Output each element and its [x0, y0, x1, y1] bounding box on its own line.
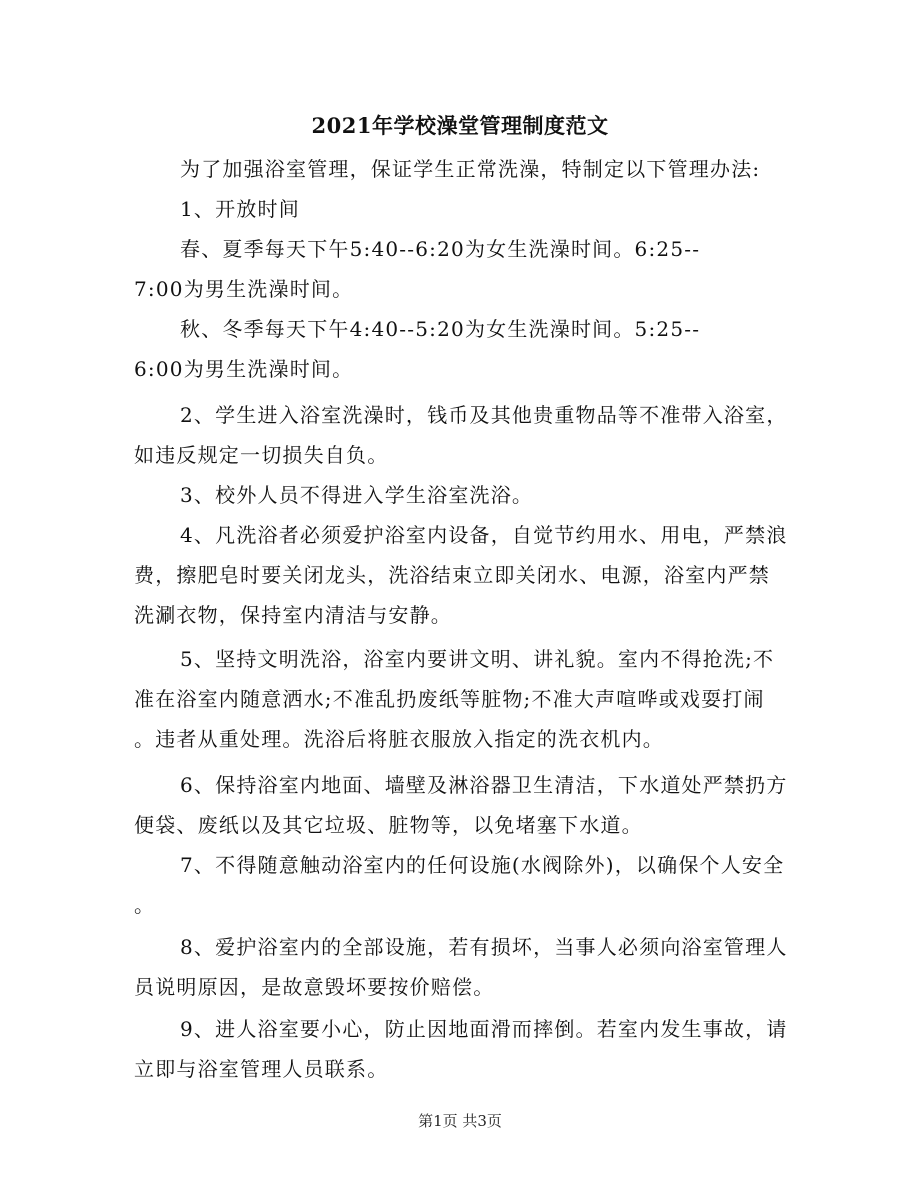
paragraph-line: 春、夏季每天下午5:40--6:20为女生洗澡时间。6:25--	[180, 237, 701, 261]
paragraph-line: 2、学生进入浴室洗澡时，钱币及其他贵重物品等不准带入浴室，	[180, 403, 788, 427]
paragraph-line: 5、坚持文明洗浴，浴室内要讲文明、讲礼貌。室内不得抢洗;不	[180, 647, 775, 671]
paragraph-line: 便袋、废纸以及其它垃圾、脏物等，以免堵塞下水道。	[134, 813, 643, 837]
paragraph-line: 4、凡洗浴者必须爱护浴室内设备，自觉节约用水、用电，严禁浪	[180, 523, 788, 547]
paragraph-line: 6、保持浴室内地面、墙壁及淋浴器卫生清洁，下水道处严禁扔方	[180, 773, 788, 797]
paragraph-line: 6:00为男生洗澡时间。	[134, 357, 354, 381]
paragraph-line: 。	[134, 893, 156, 917]
paragraph-line: 3、校外人员不得进入学生浴室洗浴。	[180, 483, 534, 507]
paragraph-line: 1、开放时间	[180, 197, 300, 221]
paragraph-line: 费，擦肥皂时要关闭龙头，洗浴结束立即关闭水、电源，浴室内严禁	[134, 563, 770, 587]
paragraph-line: 员说明原因，是故意毁坏要按价赔偿。	[134, 975, 495, 999]
paragraph-line: 7、不得随意触动浴室内的任何设施(水阀除外)，以确保个人安全	[180, 853, 785, 877]
paragraph-line: 为了加强浴室管理，保证学生正常洗澡，特制定以下管理办法:	[180, 157, 761, 181]
paragraph-line: 9、进人浴室要小心，防止因地面滑而摔倒。若室内发生事故，请	[180, 1017, 788, 1041]
paragraph-line: 如违反规定一切损失自负。	[134, 443, 389, 467]
paragraph-line: 8、爱护浴室内的全部设施，若有损坏，当事人必须向浴室管理人	[180, 935, 788, 959]
paragraph-line: 秋、冬季每天下午4:40--5:20为女生洗澡时间。5:25--	[180, 317, 701, 341]
paragraph-line: 。违者从重处理。洗浴后将脏衣服放入指定的洗衣机内。	[134, 727, 664, 751]
document-title: 2021年学校澡堂管理制度范文	[311, 113, 609, 138]
paragraph-line: 立即与浴室管理人员联系。	[134, 1057, 389, 1081]
paragraph-line: 洗涮衣物，保持室内清洁与安静。	[134, 603, 452, 627]
paragraph-line: 准在浴室内随意洒水;不准乱扔废纸等脏物;不准大声喧哗或戏耍打闹	[134, 687, 765, 711]
paragraph-line: 7:00为男生洗澡时间。	[134, 277, 354, 301]
page-number-footer: 第1页 共3页	[418, 1112, 502, 1130]
